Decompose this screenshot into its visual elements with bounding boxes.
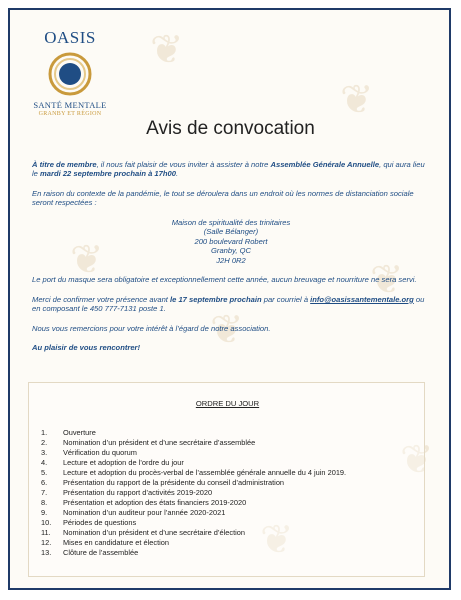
address-line: J2H 0R2 [216, 255, 246, 265]
venue-address [32, 218, 430, 265]
agenda-item-number: 6. [41, 478, 48, 487]
agenda-item-text: Présentation et adoption des états financiers 2019-2020 [63, 498, 247, 507]
address-line: 200 boulevard Robert [194, 236, 268, 246]
agenda-item-number: 9. [41, 508, 48, 517]
agenda-item [41, 548, 411, 558]
member-lead: À titre de membre [32, 160, 97, 169]
agenda-item-text: Présentation du rapport de la présidente du conseil d’administration [63, 478, 285, 487]
agenda-item-number: 11. [41, 528, 51, 537]
agenda-box [28, 382, 425, 577]
agenda-item-text: Lecture et adoption de l’ordre du jour [63, 458, 184, 467]
agenda-item-text: Lecture et adoption du procès-verbal de l’assemblée générale annuelle du 4 juin 2019. [63, 468, 347, 477]
agenda-item [41, 518, 411, 528]
agenda-item [41, 488, 411, 498]
agenda-item-text: Nomination d’un président et d’une secrétaire d’élection [63, 528, 246, 537]
paragraph-closing [32, 343, 430, 352]
agenda-item-text: Présentation du rapport d’activités 2019-2020 [63, 488, 213, 497]
agenda-item-number: 12. [41, 538, 52, 547]
maple-leaf-decoration: ❦ [70, 238, 104, 282]
agenda-item-text: Ouverture [63, 428, 96, 437]
paragraph-pandemic: En raison du contexte de la pandémie, le tout se déroulera dans un endroit où les normes de distanciation sociale seront respectées : [32, 188, 414, 208]
agenda-item [41, 528, 411, 538]
maple-leaf-decoration: ❦ [340, 78, 374, 122]
event-name: Assemblée Générale Annuelle [270, 160, 380, 169]
invite-text-2: , qui aura lieu le [32, 160, 425, 179]
agenda-item-number: 8. [41, 498, 48, 507]
maple-leaf-decoration: ❦ [400, 438, 434, 482]
paragraph-invitation [32, 160, 430, 179]
agenda-item-text: Périodes de questions [63, 518, 137, 527]
invite-text: , il nous fait plaisir de vous inviter à assister à notre [96, 160, 271, 169]
address-line: Granby, QC [211, 246, 251, 256]
agenda-item [41, 508, 411, 518]
logo-subtitle: SANTÉ MENTALE [33, 100, 107, 110]
agenda-item-text: Nomination d’un auditeur pour l’année 2020-2021 [63, 508, 226, 517]
agenda-item-number: 1. [41, 428, 48, 437]
agenda-item-number: 13. [41, 548, 52, 557]
agenda-item-number: 4. [41, 458, 48, 467]
paragraph-thanks: Nous vous remercions pour votre intérêt à l’égard de notre association. [32, 323, 271, 333]
agenda-item [41, 428, 411, 438]
maple-leaf-decoration: ❦ [370, 258, 404, 302]
rsvp-text-2: par courriel à [261, 294, 311, 304]
agenda-item-text: Clôture de l’assemblée [63, 548, 139, 557]
agenda-item [41, 448, 411, 458]
page-title: Avis de convocation [146, 118, 315, 139]
rsvp-text: Merci de confirmer votre présence avant [32, 294, 171, 304]
agenda-item-number: 5. [41, 468, 48, 477]
agenda-item-number: 10. [41, 518, 52, 527]
address-line: Maison de spiritualité des trinitaires [171, 217, 291, 227]
agenda-item-number: 7. [41, 488, 48, 497]
agenda-item-number: 2. [41, 438, 48, 447]
invitation-body [32, 160, 430, 363]
email-link[interactable]: info@oasissantementale.org [310, 294, 414, 304]
rsvp-phone: ou en composant le 450 777-7131 poste 1. [32, 294, 425, 314]
maple-leaf-decoration: ❦ [150, 28, 184, 72]
agenda-item [41, 458, 411, 468]
agenda-item-text: Nomination d’un président et d’une secrétaire d’assemblée [63, 438, 256, 447]
agenda-item [41, 438, 411, 448]
logo-ring-icon [48, 52, 92, 96]
agenda-list [41, 428, 411, 562]
agenda-item [41, 498, 411, 508]
rsvp-deadline: le 17 septembre prochain [170, 294, 262, 304]
address-line: (Salle Bélanger) [203, 227, 259, 237]
agenda-title: ORDRE DU JOUR [195, 399, 260, 408]
logo-name: OASIS [44, 28, 96, 47]
maple-leaf-decoration: ❦ [260, 518, 294, 562]
paragraph-rsvp [32, 295, 430, 314]
paragraph-mask: Le port du masque sera obligatoire et exceptionnellement cette année, aucun breuvage et nourriture ne sera servi. [32, 275, 417, 285]
agenda-item-text: Mises en candidature et élection [63, 538, 169, 547]
event-date: mardi 22 septembre prochain à 17h00 [40, 169, 176, 179]
agenda-item [41, 478, 411, 488]
closing-text: Au plaisir de vous rencontrer! [32, 343, 141, 353]
invite-end: . [175, 169, 179, 179]
oasis-logo [30, 28, 110, 117]
maple-leaf-decoration: ❦ [210, 308, 244, 352]
agenda-item [41, 468, 411, 478]
agenda-item-number: 3. [41, 448, 48, 457]
logo-region: GRANBY ET RÉGION [38, 111, 102, 117]
agenda-item [41, 538, 411, 548]
agenda-item-text: Vérification du quorum [63, 448, 137, 457]
